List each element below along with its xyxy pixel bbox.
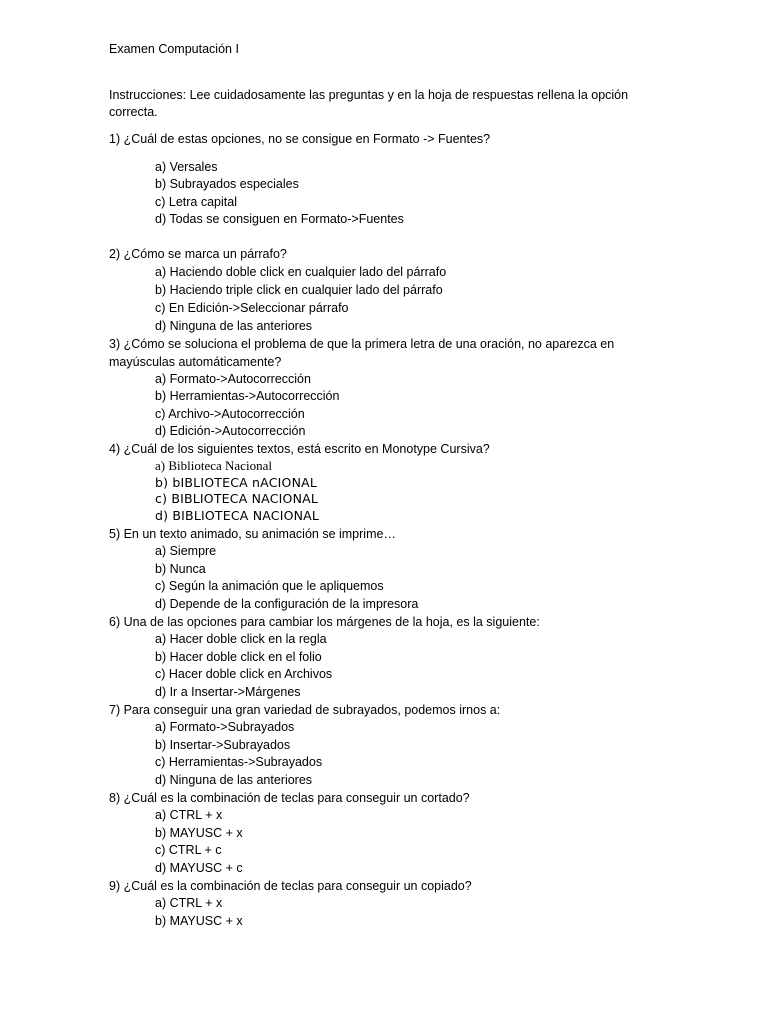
option-1a: a) Versales <box>155 160 218 174</box>
option-1d: d) Todas se consiguen en Formato->Fuentes <box>155 212 404 226</box>
option-7d: d) Ninguna de las anteriores <box>155 773 313 787</box>
option-5b: b) Nunca <box>155 562 206 576</box>
instructions: Instrucciones: Lee cuidadosamente las preguntas y en la hoja de respuestas rellena la opción correcta. <box>109 88 629 119</box>
option-1c: c) Letra capital <box>155 195 237 209</box>
option-7b: b) Insertar->Subrayados <box>155 738 291 752</box>
question-1: 1) ¿Cuál de estas opciones, no se consigue en Formato -> Fuentes? <box>109 132 491 146</box>
option-2c: c) En Edición->Seleccionar párrafo <box>155 301 349 315</box>
option-9b: b) MAYUSC + x <box>155 914 243 928</box>
option-1b: b) Subrayados especiales <box>155 177 299 191</box>
option-3c: c) Archivo->Autocorrección <box>155 407 305 421</box>
option-3b: b) Herramientas->Autocorrección <box>155 389 340 403</box>
option-6b: b) Hacer doble click en el folio <box>155 650 322 664</box>
option-7c: c) Herramientas->Subrayados <box>155 755 323 769</box>
option-9a: a) CTRL + x <box>155 896 223 910</box>
question-9: 9) ¿Cuál es la combinación de teclas para conseguir un copiado? <box>109 879 472 893</box>
question-3: 3) ¿Cómo se soluciona el problema de que la primera letra de una oración, no aparezca en mayúsculas automáticamente? <box>109 337 615 369</box>
option-2d: d) Ninguna de las anteriores <box>155 319 313 333</box>
option-4c: c) BIBLIOTECA NACIONAL <box>155 491 319 506</box>
option-3d: d) Edición->Autocorrección <box>155 424 306 438</box>
option-6a: a) Hacer doble click en la regla <box>155 632 327 646</box>
option-8d: d) MAYUSC + c <box>155 861 243 875</box>
question-8: 8) ¿Cuál es la combinación de teclas para conseguir un cortado? <box>109 791 470 805</box>
option-4a: a) Biblioteca Nacional <box>155 458 272 473</box>
option-5d: d) Depende de la configuración de la impresora <box>155 597 419 611</box>
option-2b: b) Haciendo triple click en cualquier lado del párrafo <box>155 283 443 297</box>
option-6c: c) Hacer doble click en Archivos <box>155 667 333 681</box>
option-7a: a) Formato->Subrayados <box>155 720 295 734</box>
option-8a: a) CTRL + x <box>155 808 223 822</box>
option-8b: b) MAYUSC + x <box>155 826 243 840</box>
option-5c: c) Según la animación que le apliquemos <box>155 579 384 593</box>
option-8c: c) CTRL + c <box>155 843 222 857</box>
option-3a: a) Formato->Autocorrección <box>155 372 311 386</box>
option-6d: d) Ir a Insertar->Márgenes <box>155 685 301 699</box>
question-2: 2) ¿Cómo se marca un párrafo? <box>109 247 287 261</box>
page-title: Examen Computación I <box>109 42 239 56</box>
option-2a: a) Haciendo doble click en cualquier lado del párrafo <box>155 265 447 279</box>
question-4: 4) ¿Cuál de los siguientes textos, está escrito en Monotype Cursiva? <box>109 442 490 456</box>
option-5a: a) Siempre <box>155 544 217 558</box>
option-4d: d) BIBLIOTECA NACIONAL <box>155 508 320 523</box>
option-4b: b) bIBLIOTECA nACIONAL <box>155 475 318 490</box>
question-5: 5) En un texto animado, su animación se imprime… <box>109 527 396 541</box>
question-7: 7) Para conseguir una gran variedad de subrayados, podemos irnos a: <box>109 703 501 717</box>
question-6: 6) Una de las opciones para cambiar los márgenes de la hoja, es la siguiente: <box>109 615 540 629</box>
